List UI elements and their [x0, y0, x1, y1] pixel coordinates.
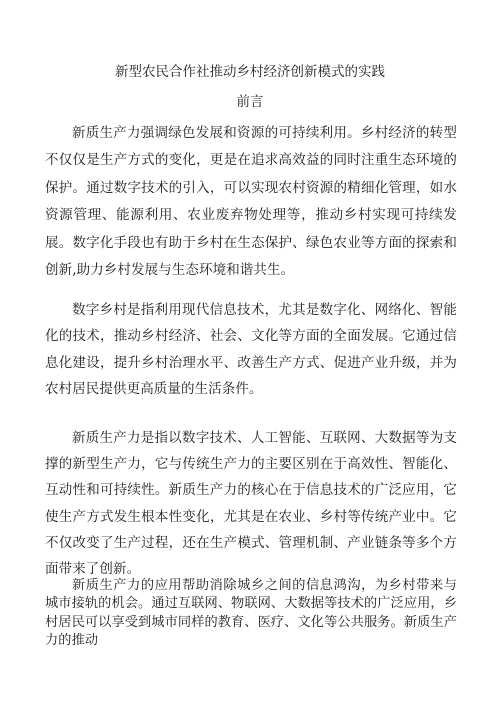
paragraph-1: 新质生产力强调绿色发展和资源的可持续利用。乡村经济的转型不仅仅是生产方式的变化，更是在追求高效益的同时注重生态环境的保护。通过数字技术的引入，可以实现农村资源的精细化管理，如水资源管理、能源利用、农业废弃物处理等，推动乡村实现可持续发展。数字化手段也有助于乡村在生态保护、绿色农业等方面的探索和创新,助力乡村发展与生态环境和谐共生。 — [45, 125, 457, 279]
paragraph-2: 数字乡村是指利用现代信息技术，尤其是数字化、网络化、智能化的技术，推动乡村经济、社会、文化等方面的全面发展。它通过信息化建设，提升乡村治理水平、改善生产方式、促进产业升级，并为农村居民提供更高质量的生活条件。 — [45, 302, 457, 397]
paragraph-4: 新质生产力的应用帮助消除城乡之间的信息鸿沟，为乡村带来与城市接轨的机会。通过互联网、物联网、大数据等技术的广泛应用，乡村居民可以享受到城市同样的教育、医疗、文化等公共服务。新质生产力的推动 — [45, 578, 457, 649]
section-heading: 前言 — [236, 94, 264, 110]
document-title: 新型农民合作社推动乡村经济创新模式的实践 — [115, 64, 385, 80]
paragraph-3: 新质生产力是指以数字技术、人工智能、互联网、大数据等为支撑的新型生产力，它与传统生产力的主要区别在于高效性、智能化、互动性和可持续性。新质生产力的核心在于信息技术的广泛应用，它使生产方式发生根本性变化，尤其是在农业、乡村等传统产业中。它不仅改变了生产过程，还在生产模式、管理机制、产业链条等多个方面带来了创新。 — [45, 430, 457, 578]
